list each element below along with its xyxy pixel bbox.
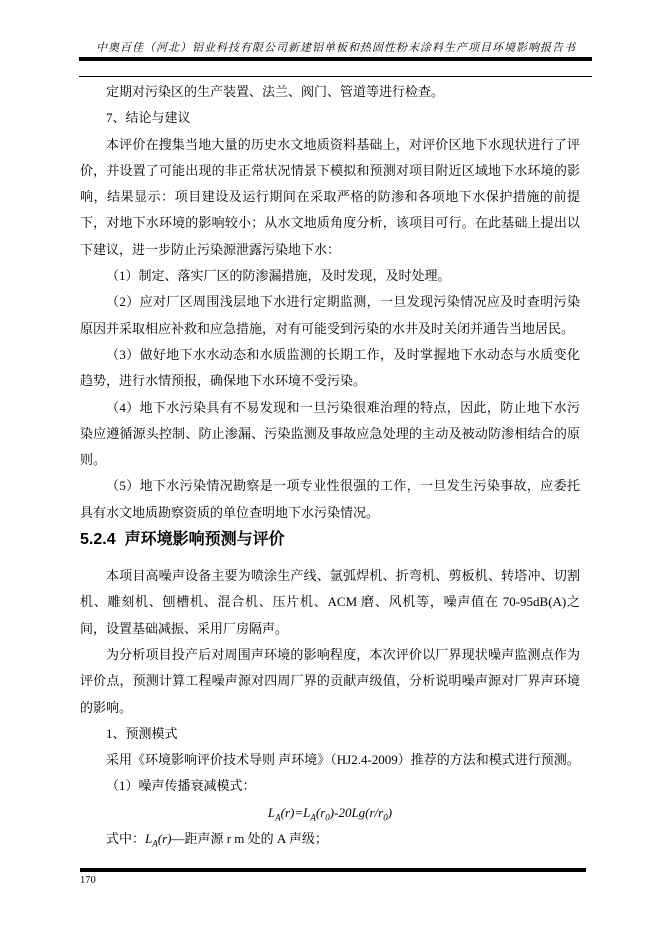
section-title: 声环境影响预测与评价 (124, 531, 285, 549)
formula-subscript: A (275, 812, 281, 823)
formula-definition-text: —距声源 r m 处的 A 声级； (171, 831, 328, 847)
formula-subscript: A (310, 812, 316, 823)
formula-definition-prefix: 式中： (106, 831, 146, 847)
noise-attenuation-formula (80, 800, 580, 826)
formula-subscript: 0 (325, 812, 330, 823)
paragraph: 1、预测模式 (106, 725, 178, 741)
formula-text: (r) (157, 831, 172, 847)
section-heading (80, 526, 580, 554)
formula-text: L (267, 804, 276, 820)
formula-subscript: 0 (383, 812, 388, 823)
paragraph: 为分析项目投产后对周围声环境的影响程度，本次评价以厂界现状噪声监测点作为评价点，预测计算工程噪声源对四周厂界的贡献声级值，分析说明噪声源对厂界声环境的影响。 (80, 646, 580, 715)
formula-text: ) (387, 804, 393, 820)
paragraph: 本评价在搜集当地大量的历史水文地质资料基础上，对评价区地下水现状进行了评价，并设置了可能出现的非正常状况情景下模拟和预测对项目附近区域地下水环境的影响，结果显示：项目建设及运行期间在采取严格的防渗和各项地下水保护措施的前提下，对地下水环境的影响较小；从水文地质角度分析，该项目可行。在此基础上提出以下建议，进一步防止污染源泄露污染地下水： (80, 136, 580, 257)
paragraph: （4）地下水污染具有不易发现和一旦污染很难治理的特点，因此，防止地下水污染应遵循源头控制、防止渗漏、污染监测及事故应急处理的主动及被动防渗相结合的原则。 (80, 399, 580, 468)
document-body (80, 79, 580, 852)
header-double-rule (79, 57, 592, 61)
formula-text: (r (315, 804, 326, 820)
paragraph: （1）噪声传播衰减模式： (106, 778, 256, 794)
content-top-rule (79, 76, 592, 77)
section-number: 5.2.4 (80, 531, 116, 549)
formula-definition (80, 826, 580, 852)
paragraph: 定期对污染区的生产装置、法兰、阀门、管道等进行检查。 (106, 84, 445, 99)
page-number: 170 (80, 875, 96, 886)
paragraph: （5）地下水污染情况勘察是一项专业性很强的工作，一旦发生污染事故，应委托具有水文地质勘察资质的单位查明地下水污染情况。 (80, 478, 580, 520)
paragraph: 7、结论与建议 (106, 110, 191, 126)
formula-text: (r)=L (280, 804, 311, 820)
formula-subscript: A (152, 838, 158, 849)
formula-text: )-20Lg(r/r (329, 804, 384, 820)
paragraph: （1）制定、落实厂区的防渗漏措施，及时发现，及时处理。 (106, 268, 451, 284)
paragraph: 本项目高噪声设备主要为喷涂生产线、氩弧焊机、折弯机、剪板机、转塔冲、切割机、雕刻机、刨槽机、混合机、压片机、ACM 磨、风机等，噪声值在 70-95dB(A)之间，设置基础减振、采用厂房隔声。 (80, 568, 580, 636)
report-header-title: 中奥百佳（河北）铝业科技有限公司新建铝单板和热固性粉末涂料生产项目环境影响报告书 (96, 42, 576, 54)
footer-rule (80, 868, 586, 872)
paragraph: （2）应对厂区周围浅层地下水进行定期监测，一旦发现污染情况应及时查明污染原因并采取相应补救和应急措施，对有可能受到污染的水井及时关闭并通告当地居民。 (80, 294, 580, 336)
formula-text: L (145, 831, 153, 847)
paragraph: 采用《环境影响评价技术导则 声环境》（HJ2.4-2009）推荐的方法和模式进行预测。 (106, 752, 580, 768)
paragraph: （3）做好地下水水动态和水质监测的长期工作，及时掌握地下水动态与水质变化趋势，进行水情预报，确保地下水环境不受污染。 (80, 346, 580, 389)
